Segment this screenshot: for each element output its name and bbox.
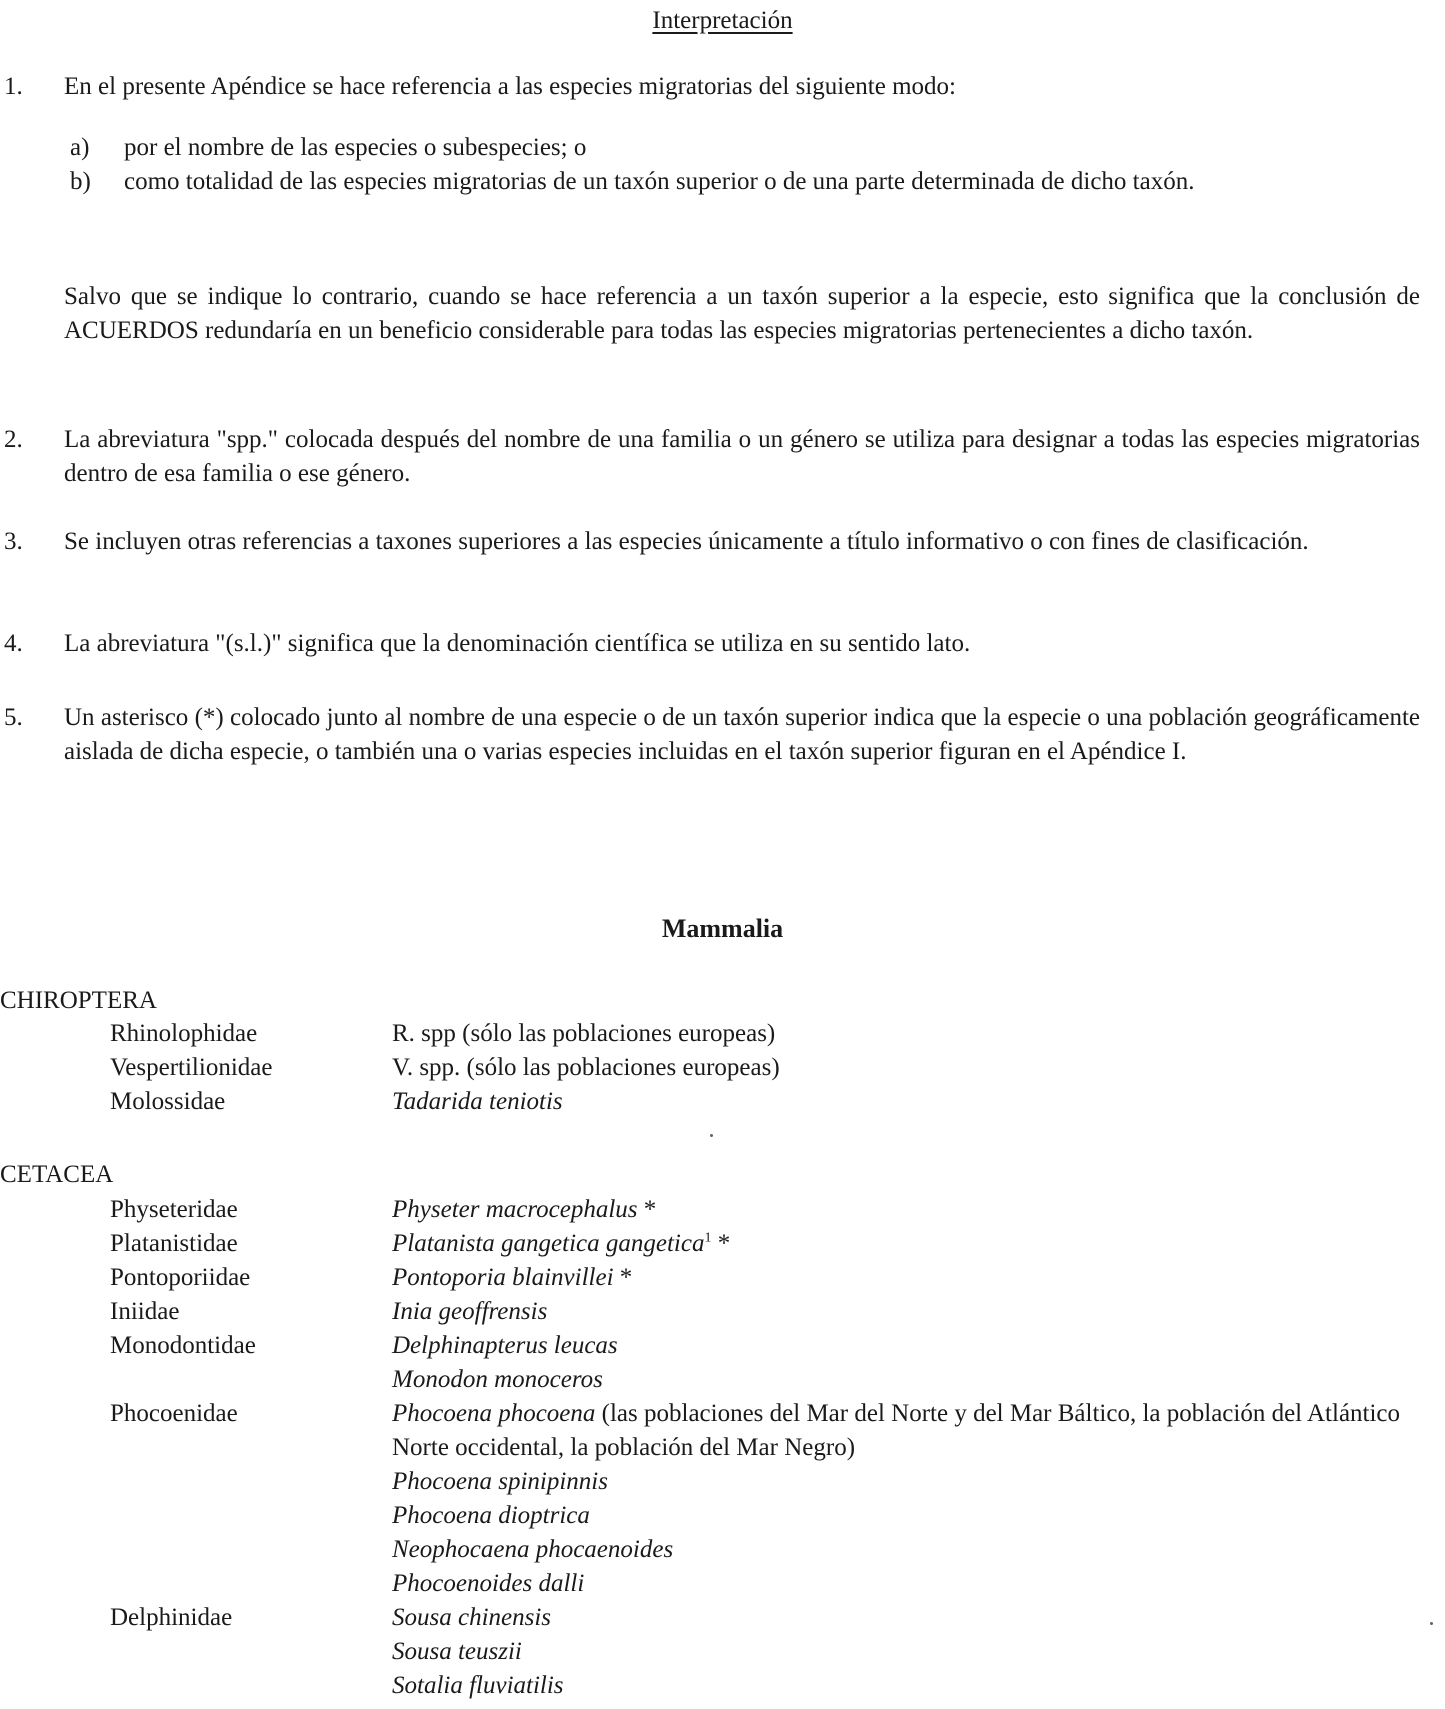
- item-number: 3.: [4, 528, 23, 555]
- family-name: Iniidae: [110, 1298, 180, 1325]
- family-name: Rhinolophidae: [110, 1020, 258, 1047]
- footnote-marker: 1: [704, 1230, 712, 1246]
- species-entry: Phocoena spinipinnis: [392, 1468, 608, 1495]
- asterisk-mark: *: [637, 1196, 657, 1223]
- species-note: (las poblaciones del Mar del Norte y del Mar Báltico, la población del Atlántico Norte occidental, la población del Mar Negro): [392, 1400, 1401, 1461]
- family-name: Molossidae: [110, 1088, 226, 1115]
- species-name: Phocoena phocoena: [392, 1400, 596, 1427]
- family-name: Phocoenidae: [110, 1400, 238, 1427]
- section-title: Interpretación: [652, 7, 793, 34]
- species-entry: [392, 1193, 1422, 1227]
- species-entry: [392, 1261, 1422, 1295]
- item-text: La abreviatura "(s.l.)" significa que la denominación científica se utiliza en su sentido lato.: [64, 630, 971, 657]
- sub-item-label: a): [70, 134, 90, 161]
- species-name: Pontoporia blainvillei: [392, 1264, 614, 1291]
- item-text: La abreviatura "spp." colocada después del nombre de una familia o un género se utiliza para designar a todas las especies migratorias dentro de esa familia o ese género.: [64, 426, 1420, 487]
- item-number: 4.: [4, 630, 23, 657]
- item-number: 5.: [4, 704, 23, 731]
- order-name: CHIROPTERA: [0, 987, 157, 1014]
- species-entry: Tadarida teniotis: [392, 1088, 563, 1115]
- species-name: Platanista gangetica gangetica: [392, 1230, 705, 1257]
- sub-item-text: como totalidad de las especies migratorias de un taxón superior o de una parte determinada de dicho taxón.: [124, 168, 1195, 195]
- species-entry: Monodon monoceros: [392, 1366, 603, 1393]
- family-name: Vespertilionidae: [110, 1054, 273, 1081]
- species-entry: [392, 1227, 1422, 1261]
- species-entry: Sousa chinensis: [392, 1604, 552, 1631]
- species-entry: Phocoena dioptrica: [392, 1502, 590, 1529]
- scan-speck: [1430, 1622, 1433, 1625]
- scan-speck: [710, 1134, 713, 1137]
- item-number: 2.: [4, 426, 23, 453]
- species-entry: Sotalia fluviatilis: [392, 1672, 564, 1699]
- asterisk-mark: *: [613, 1264, 633, 1291]
- class-heading: Mammalia: [661, 914, 784, 943]
- sub-item-text: por el nombre de las especies o subespecies; o: [124, 134, 587, 161]
- item-text: En el presente Apéndice se hace referencia a las especies migratorias del siguiente modo:: [64, 73, 956, 100]
- order-name: CETACEA: [0, 1161, 114, 1188]
- species-entry: Neophocaena phocaenoides: [392, 1536, 674, 1563]
- species-entry: Delphinapterus leucas: [392, 1332, 618, 1359]
- family-name: Monodontidae: [110, 1332, 256, 1359]
- species-name: Physeter macrocephalus: [392, 1196, 638, 1223]
- asterisk-mark: *: [711, 1230, 731, 1257]
- family-name: Platanistidae: [110, 1230, 238, 1257]
- species-entry: Sousa teuszii: [392, 1638, 522, 1665]
- item-number: 1.: [4, 73, 23, 100]
- sub-item-label: b): [70, 168, 91, 195]
- species-entry: Inia geoffrensis: [392, 1298, 548, 1325]
- family-name: Delphinidae: [110, 1604, 233, 1631]
- species-entry: V. spp. (sólo las poblaciones europeas): [392, 1054, 780, 1081]
- family-name: Physeteridae: [110, 1196, 238, 1223]
- note-paragraph: Salvo que se indique lo contrario, cuando se hace referencia a un taxón superior a la especie, esto significa que la conclusión de ACUERDOS redundaría en un beneficio considerable para todas las especies migratorias pertenecientes a dicho taxón.: [64, 283, 1420, 344]
- item-text: Se incluyen otras referencias a taxones superiores a las especies únicamente a título informativo o con fines de clasificación.: [64, 528, 1309, 555]
- item-text: Un asterisco (*) colocado junto al nombre de una especie o de un taxón superior indica que la especie o una población geográficamente aislada de dicha especie, o también una o varias especies incluidas en el taxón superior figuran en el Apéndice I.: [64, 704, 1420, 765]
- family-name: Pontoporiidae: [110, 1264, 251, 1291]
- species-entry: R. spp (sólo las poblaciones europeas): [392, 1020, 776, 1047]
- species-entry: [392, 1397, 1422, 1465]
- species-entry: Phocoenoides dalli: [392, 1570, 585, 1597]
